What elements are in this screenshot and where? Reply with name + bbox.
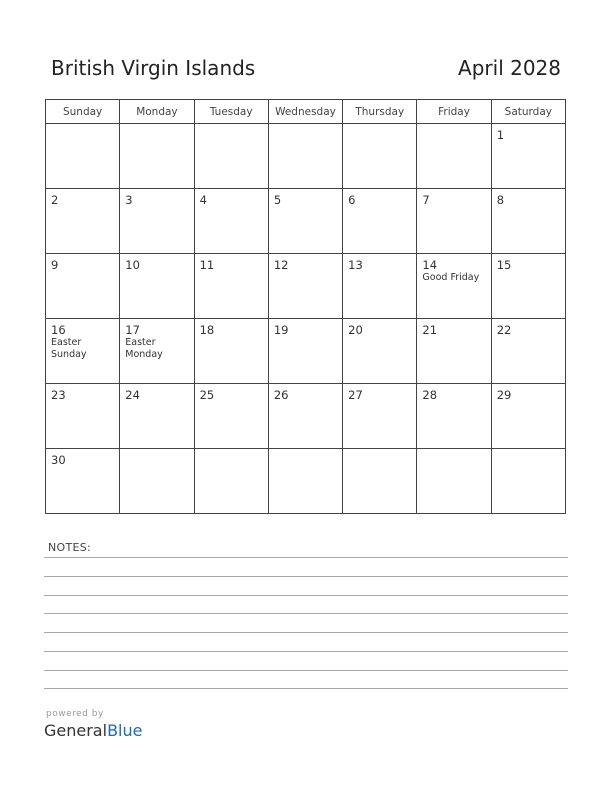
- day-number: 17: [125, 323, 140, 337]
- notes-label: NOTES:: [48, 541, 92, 554]
- generalblue-logo[interactable]: [44, 721, 142, 740]
- weekday-header: Monday: [120, 100, 194, 124]
- holiday-label: Easter Monday: [125, 337, 163, 360]
- day-number: 25: [199, 388, 215, 402]
- day-cell: [268, 319, 342, 384]
- day-cell: [268, 254, 342, 319]
- weekday-header: Wednesday: [268, 100, 342, 124]
- day-number: 28: [422, 388, 438, 402]
- week-row: [46, 384, 566, 449]
- day-cell: [194, 189, 268, 254]
- empty-day-cell: [46, 124, 120, 189]
- day-number: 18: [199, 323, 215, 337]
- weekday-header: Saturday: [491, 100, 565, 124]
- notes-line: [44, 557, 568, 558]
- day-number: 4: [199, 193, 207, 207]
- day-cell: [417, 384, 491, 449]
- empty-day-cell: [417, 124, 491, 189]
- brand-blue-text: Blue: [107, 721, 143, 740]
- day-cell: [194, 319, 268, 384]
- notes-line: [44, 688, 568, 689]
- day-number: 19: [273, 323, 289, 337]
- day-number: 16: [51, 323, 66, 337]
- day-cell: [343, 254, 417, 319]
- week-row: [46, 124, 566, 189]
- day-cell: [46, 319, 120, 384]
- weekday-header-row: [46, 100, 566, 124]
- day-cell: [268, 384, 342, 449]
- day-number: 9: [51, 258, 59, 272]
- empty-day-cell: [120, 449, 194, 514]
- day-cell: [120, 319, 194, 384]
- empty-day-cell: [194, 449, 268, 514]
- notes-line: [44, 670, 568, 671]
- day-number: 7: [422, 193, 430, 207]
- day-number: 23: [51, 388, 66, 402]
- weekday-header: Thursday: [343, 100, 417, 124]
- weekday-header: Friday: [417, 100, 491, 124]
- notes-line: [44, 576, 568, 577]
- day-number: 30: [51, 453, 66, 467]
- day-cell: [268, 189, 342, 254]
- day-number: 5: [273, 193, 282, 207]
- day-number: 26: [273, 388, 289, 402]
- day-cell: [491, 189, 565, 254]
- notes-line: [44, 613, 568, 614]
- holiday-label: Easter Sunday: [51, 337, 87, 360]
- day-number: 3: [125, 193, 133, 207]
- empty-day-cell: [491, 449, 565, 514]
- week-row: [46, 254, 566, 319]
- day-cell: [46, 449, 120, 514]
- day-cell: [46, 384, 120, 449]
- day-number: 11: [199, 258, 215, 272]
- empty-day-cell: [194, 124, 268, 189]
- calendar-grid: [45, 99, 566, 514]
- day-number: 12: [273, 258, 289, 272]
- empty-day-cell: [268, 449, 342, 514]
- empty-day-cell: [268, 124, 342, 189]
- day-number: 1: [496, 128, 505, 142]
- day-cell: [194, 384, 268, 449]
- week-row: [46, 189, 566, 254]
- day-number: 15: [496, 258, 512, 272]
- day-number: 13: [348, 258, 363, 272]
- day-cell: [343, 189, 417, 254]
- day-cell: [491, 319, 565, 384]
- day-cell: [491, 384, 565, 449]
- empty-day-cell: [343, 124, 417, 189]
- day-number: 21: [422, 323, 438, 337]
- day-number: 2: [51, 193, 59, 207]
- day-cell: [491, 124, 565, 189]
- notes-line: [44, 632, 568, 633]
- day-number: 29: [496, 388, 512, 402]
- day-cell: [46, 189, 120, 254]
- powered-by-text: powered by: [46, 709, 104, 719]
- day-number: 6: [348, 193, 356, 207]
- weekday-header: Tuesday: [194, 100, 268, 124]
- holiday-label: Good Friday: [422, 272, 480, 283]
- day-cell: [120, 254, 194, 319]
- empty-day-cell: [417, 449, 491, 514]
- day-cell: [120, 189, 194, 254]
- weekday-header: Sunday: [46, 100, 120, 124]
- day-number: 24: [125, 388, 140, 402]
- day-cell: [343, 319, 417, 384]
- month-year-title: April 2028: [458, 56, 561, 80]
- day-cell: [491, 254, 565, 319]
- day-cell: [194, 254, 268, 319]
- day-number: 14: [422, 258, 438, 272]
- notes-line: [44, 651, 568, 652]
- brand-general-text: General: [44, 721, 108, 740]
- day-cell: [46, 254, 120, 319]
- week-row: [46, 319, 566, 384]
- day-number: 22: [496, 323, 512, 337]
- day-cell: [120, 384, 194, 449]
- country-title: British Virgin Islands: [51, 56, 256, 80]
- day-cell: [417, 254, 491, 319]
- day-cell: [417, 319, 491, 384]
- notes-line: [44, 595, 568, 596]
- day-cell: [417, 189, 491, 254]
- day-number: 20: [348, 323, 363, 337]
- empty-day-cell: [343, 449, 417, 514]
- day-number: 27: [348, 388, 363, 402]
- day-number: 10: [125, 258, 140, 272]
- empty-day-cell: [120, 124, 194, 189]
- day-number: 8: [496, 193, 505, 207]
- week-row: [46, 449, 566, 514]
- day-cell: [343, 384, 417, 449]
